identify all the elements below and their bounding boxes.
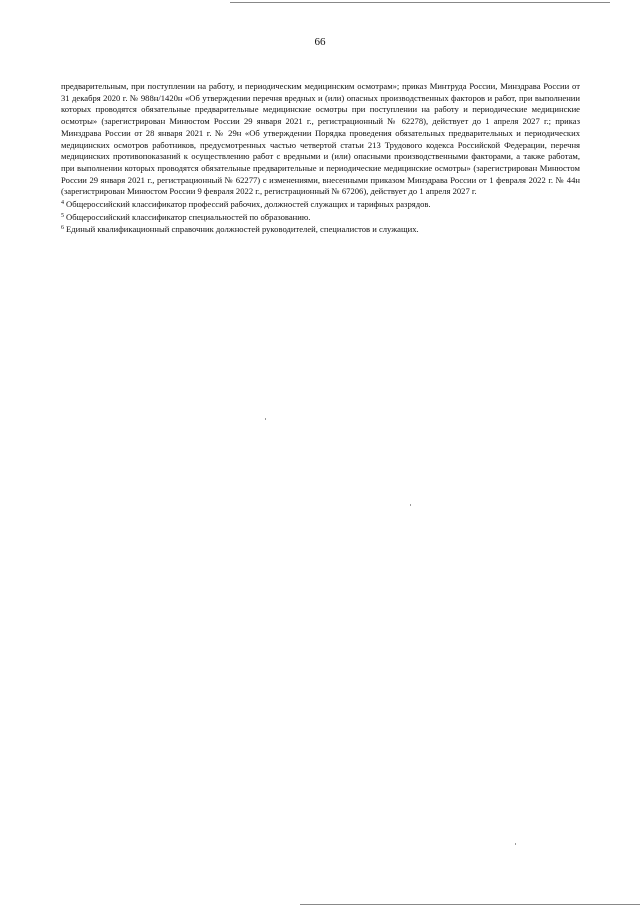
scan-speck (515, 843, 516, 845)
footnote-marker: 4 (61, 200, 64, 207)
footnotes-section (61, 81, 580, 236)
footnote-marker: 5 (61, 212, 64, 219)
scan-speck (410, 504, 411, 506)
footnote-4 (61, 198, 580, 211)
footnote-continuation: предварительным, при поступлении на работу, и периодическим медицинским осмотрам»; приказ Минтруда России, Минздрава России от 31 декабря 2020 г. № 988н/1420н «Об утверждении перечня вредных и (или) опасных производственных факторов и работ, при выполнении которых проводятся обязательные предварительные медицинские осмотры при поступлении на работу и периодические медицинские осмотры» (зарегистрирован Минюстом России 29 января 2021 г., регистрационный № 62278), действует до 1 апреля 2027 г.; приказ Минздрава России от 28 января 2021 г. № 29н «Об утверждении Порядка проведения обязательных предварительных и периодических медицинских осмотров работников, предусмотренных частью четвертой статьи 213 Трудового кодекса Российской Федерации, перечня медицинских противопоказаний к осуществлению работ с вредными и (или) опасными производственными факторами, а также работам, при выполнении которых проводятся обязательные предварительные и периодические медицинские осмотры» (зарегистрирован Минюстом России 29 января 2021 г., регистрационный № 62277) с изменениями, внесенными приказом Минздрава России от 1 февраля 2022 г. № 44н (зарегистрирован Минюстом России 9 февраля 2022 г., регистрационный № 67206), действует до 1 апреля 2027 г. (61, 81, 580, 197)
footnote-5 (61, 211, 580, 224)
footnote-text: Общероссийский классификатор профессий рабочих, должностей служащих и тарифных разрядов. (66, 199, 431, 210)
page-number: 66 (314, 36, 326, 48)
footnote-text: Общероссийский классификатор специальностей по образованию. (66, 211, 311, 222)
footnote-marker: 6 (61, 225, 64, 232)
scan-top-edge (230, 2, 610, 3)
footnote-6 (61, 223, 580, 236)
scan-speck (265, 418, 266, 420)
footnote-text: Единый квалификационный справочник должностей руководителей, специалистов и служащих. (66, 224, 419, 235)
